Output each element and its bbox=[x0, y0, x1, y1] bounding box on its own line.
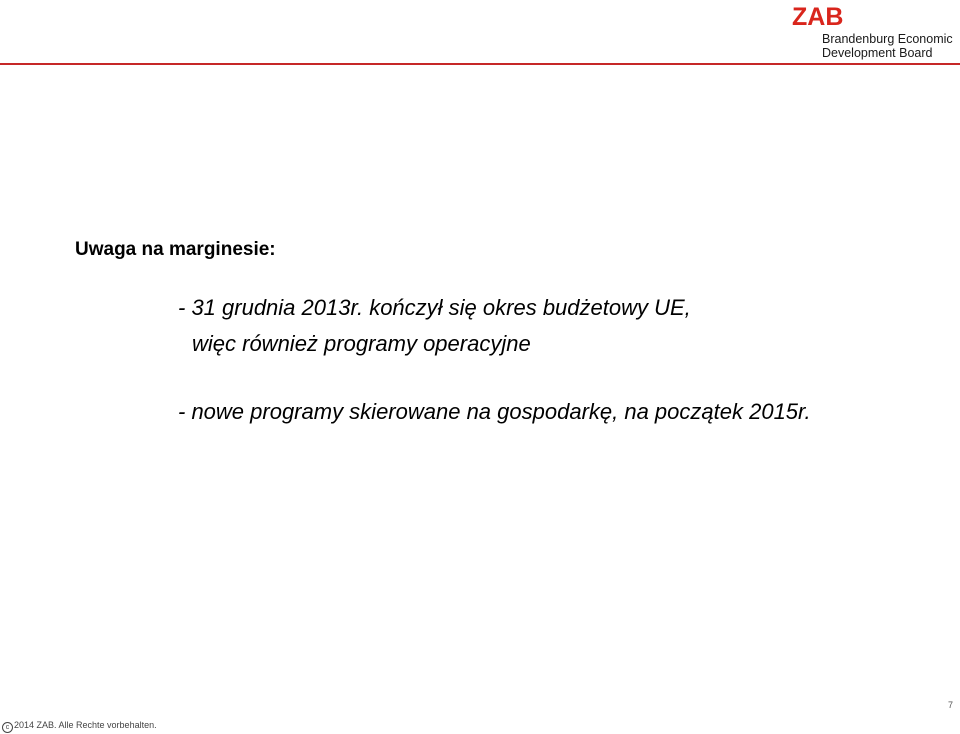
footer-copyright bbox=[2, 720, 157, 733]
header-divider bbox=[0, 63, 960, 65]
zab-logo-mark: ZAB bbox=[792, 3, 844, 31]
copyright-text: 2014 ZAB. Alle Rechte vorbehalten. bbox=[14, 720, 157, 730]
bullet-1-line-2: więc również programy operacyjne bbox=[192, 331, 531, 356]
logo-text-line-2: Development Board bbox=[822, 46, 933, 60]
slide-heading: Uwaga na marginesie: bbox=[75, 239, 276, 260]
copyright-icon: c bbox=[2, 722, 13, 733]
bullet-1-line-1: - 31 grudnia 2013r. kończył się okres budżetowy UE, bbox=[178, 295, 691, 320]
zab-logo bbox=[792, 4, 956, 62]
bullet-2: - nowe programy skierowane na gospodarkę, na początek 2015r. bbox=[178, 399, 811, 424]
logo-text-line-1: Brandenburg Economic bbox=[822, 32, 953, 46]
page-number: 7 bbox=[948, 700, 954, 710]
